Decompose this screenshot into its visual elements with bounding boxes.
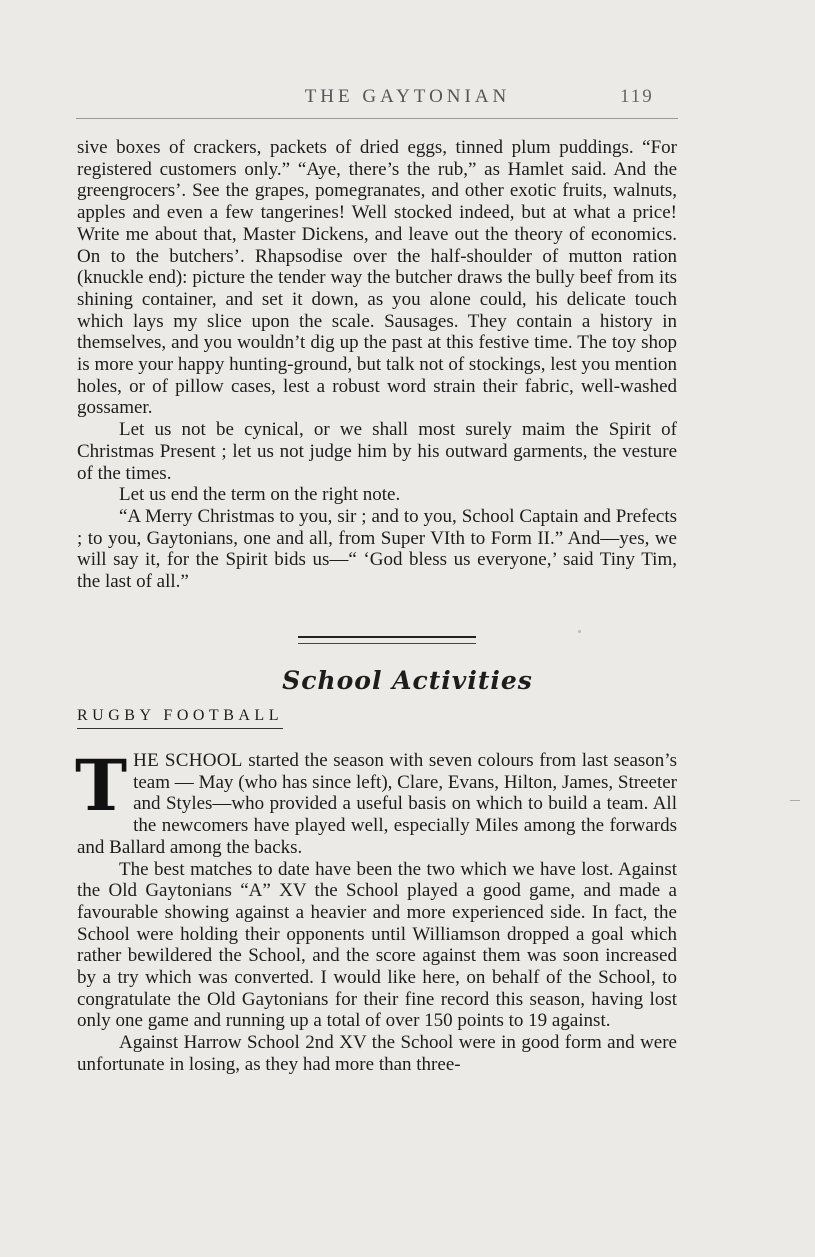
ink-speck — [578, 630, 581, 633]
rugby-report — [75, 744, 677, 1076]
essay-continuation — [77, 137, 677, 593]
first-paragraph-text: started the season with seven colours from last season’s team — May (who has since left), Clare, Evans, Hilton, James, Streeter and Styles—who provided a useful basis on which to build a team. All the newcomers have played well, especially Miles among the forwards and Ballard among the backs. — [77, 750, 677, 858]
rugby-paragraph: The best matches to date have been the two which we have lost. Against the Old Gaytonians “A” XV the School played a good game, and made a favourable showing against a heavier and more experienced side. In fact, the School were holding their opponents until Williamson dropped a goal which rather bewildered the School, and the score against them was soon increased by a try which was converted. I would like here, on behalf of the School, to congratulate the Old Gaytonians for their fine record this season, having lost only one game and running up a total of over 150 points to 19 against. — [77, 858, 677, 1032]
rugby-first-paragraph — [75, 744, 677, 859]
essay-paragraph: sive boxes of crackers, packets of dried eggs, tinned plum puddings. “For registered customers only.” “Aye, there’s the rub,” as Hamlet said. And the greengrocers’. See the grapes, pomegranates, and other exotic fruits, walnuts, apples and even a few tangerines! Well stocked indeed, but at what a price! Write me about that, Master Dickens, and leave out the theory of economics. On to the butchers’. Rhapsodise over the half-shoulder of mutton ration (knuckle end): picture the tender way the butcher draws the bully beef from its shining container, and set it down, as you alone could, his delicate touch which lays my slice upon the scale. Sausages. They contain a history in themselves, and you wouldn’t dig up the past at this festive time. The toy shop is more your happy hunting-ground, but talk not of stockings, lest you mention holes, or of pillow cases, lest a robust word strain their fabric, well-washed gossamer. — [77, 137, 677, 419]
rugby-paragraph: Against Harrow School 2nd XV the School were in good form and were unfortunate in losing, as they had more than three- — [77, 1032, 677, 1075]
essay-paragraph: Let us end the term on the right note. — [119, 484, 401, 506]
essay-paragraph: Let us not be cynical, or we shall most surely maim the Spirit of Christmas Present ; let us not judge him by his outward garments, the vesture of the times. — [77, 419, 677, 484]
drop-cap-letter: T — [75, 744, 128, 827]
header-rule — [76, 118, 678, 119]
page-number: 119 — [620, 86, 654, 107]
essay-paragraph: “A Merry Christmas to you, sir ; and to you, School Captain and Prefects ; to you, Gaytonians, one and all, from Super VIth to Form II.” And—yes, we will say it, for the Spirit bids us—“ ‘God bless us everyone,’ said Tiny Tim, the last of all.” — [77, 505, 677, 593]
lead-words: HE SCHOOL — [133, 750, 243, 771]
margin-mark — [790, 800, 800, 801]
rugby-football-subheading: RUGBY FOOTBALL — [77, 707, 283, 729]
running-title: THE GAYTONIAN — [304, 86, 511, 107]
section-title: School Activities — [282, 666, 533, 695]
section-divider — [298, 636, 476, 644]
